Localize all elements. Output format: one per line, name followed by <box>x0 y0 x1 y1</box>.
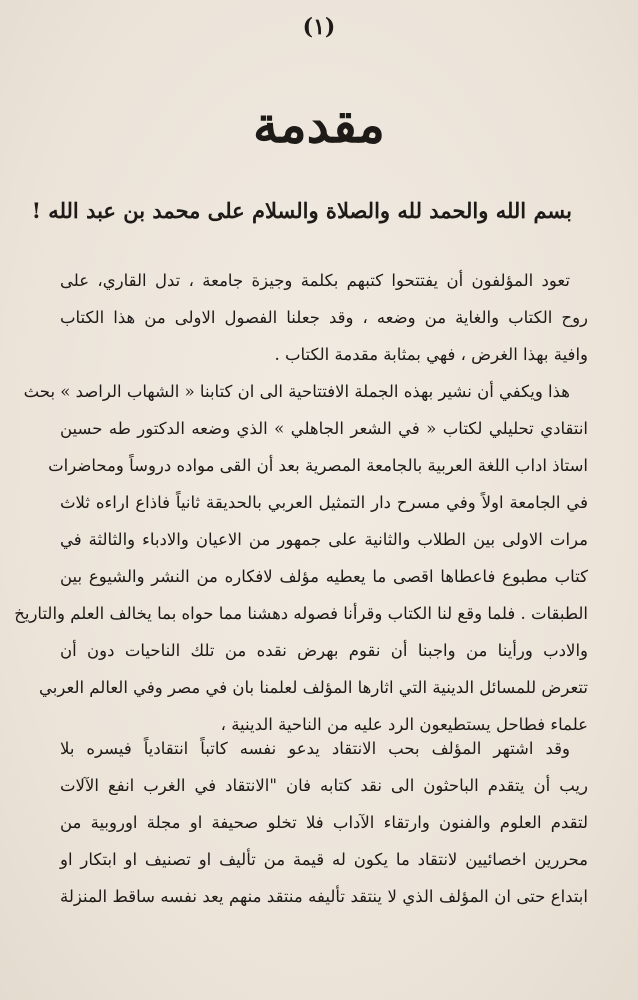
text-line: مرات الاولى بين الطلاب والثانية على جمهور من الاعيان والادباء والثالثة في <box>60 530 588 549</box>
text-line: وافية بهذا الغرض ، فهي بمثابة مقدمة الكتاب . <box>274 345 588 364</box>
text-line: روح الكتاب والغاية من وضعه ، وقد جعلنا الفصول الاولى من هذا الكتاب <box>60 308 588 327</box>
paragraph-1 <box>60 262 588 373</box>
text-line: وقد اشتهر المؤلف بحب الانتقاد يدعو نفسه كاتباً انتقادياً فيسره بلا <box>60 739 570 758</box>
text-line: ريب أن يتقدم الباحثون الى نقد كتابه فان "الانتقاد في الغرب انفع الآلات <box>60 776 588 795</box>
basmala-line: بسم الله والحمد لله والصلاة والسلام على محمد بن عبد الله ! <box>31 198 572 223</box>
text-line: كتاب مطبوع فاعطاها اقصى ما يعطيه مؤلف لافكاره من النشر والشيوع بين <box>60 567 588 586</box>
text-line: علماء فطاحل يستطيعون الرد عليه من الناحية الدينية ، <box>220 715 588 734</box>
text-line: انتقادي تحليلي لكتاب « في الشعر الجاهلي » الذي وضعه الدكتور طه حسين <box>60 419 588 438</box>
text-line: والادب ورأينا من واجبنا أن نقوم بهرض نقده من تلك الناحيات دون أن <box>60 641 588 660</box>
text-line: ابتداع حتى ان المؤلف الذي لا ينتقد تأليفه منتقد منهم يعد نفسه ساقط المنزلة <box>60 887 588 906</box>
text-line: محررين اخصائيين لانتقاد ما يكون له قيمة من تأليف او تصنيف او ابتكار او <box>60 850 588 869</box>
text-line: لتقدم العلوم والفنون وارتقاء الآداب فلا تخلو صحيفة او مجلة اوروبية من <box>60 813 588 832</box>
text-line: في الجامعة اولاً وفي مسرح دار التمثيل العربي بالحديقة ثانياً فاذاع اراءه ثلاث <box>60 493 588 512</box>
page-number: (١) <box>302 14 336 40</box>
text-line: هذا ويكفي أن نشير بهذه الجملة الافتتاحية الى ان كتابنا « الشهاب الراصد » بحث <box>23 382 570 401</box>
paragraph-3 <box>60 730 588 915</box>
text-line: الطبقات . فلما وقع لنا الكتاب وقرأنا فصوله دهشنا مما حواه بما يخالف العلم والتاريخ <box>14 604 588 623</box>
text-line: استاذ اداب اللغة العربية بالجامعة المصرية بعد أن القى مواده دروساً ومحاضرات <box>48 456 588 475</box>
text-line: تتعرض للمسائل الدينية التي اثارها المؤلف لعلمنا بان في مصر وفي العالم العربي <box>39 678 588 697</box>
chapter-title: مقدمة <box>253 95 385 154</box>
paragraph-2 <box>14 373 588 743</box>
text-line: تعود المؤلفون أن يفتتحوا كتبهم بكلمة وجيزة جامعة ، تدل القاري، على <box>60 271 570 290</box>
